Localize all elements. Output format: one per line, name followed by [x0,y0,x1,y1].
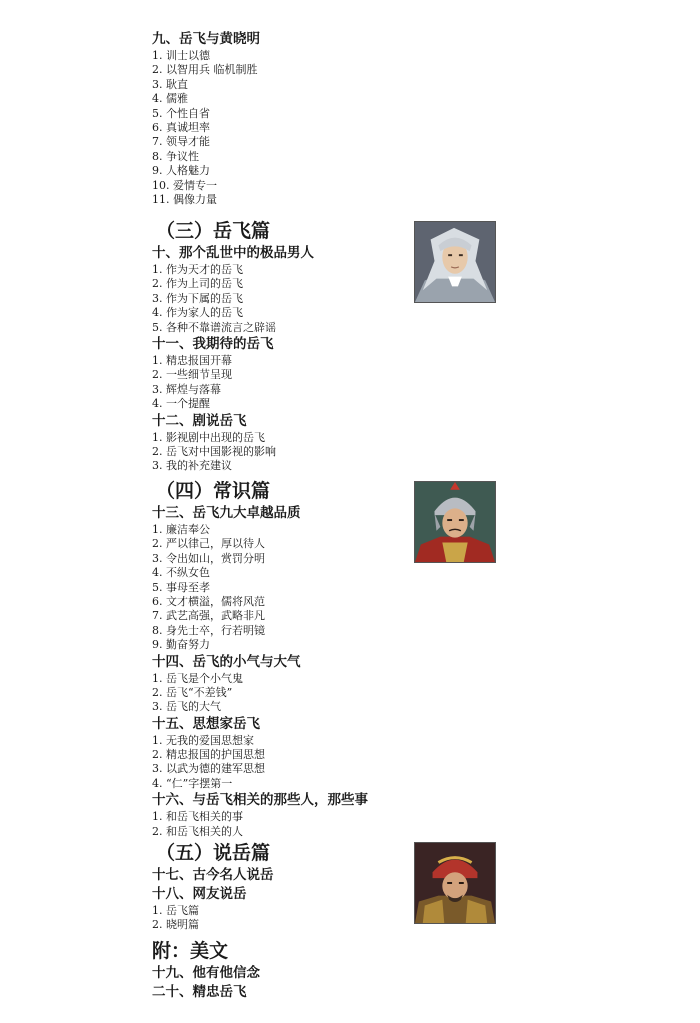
list-item: 3. 令出如山，赏罚分明 [152,551,265,565]
section-title: 二十、精忠岳飞 [152,984,247,1000]
list-item: 7. 领导才能 [152,135,210,149]
list-item: 1. 和岳飞相关的事 [152,810,243,824]
section-title: 十二、剧说岳飞 [152,412,247,429]
part-4 [152,478,402,839]
part-5 [152,840,402,933]
section-title: 十、那个乱世中的极品男人 [152,245,314,261]
list-item: 4. 儒雅 [152,92,188,106]
list-item: 4. “仁”字摆第一 [152,776,233,790]
appendix [152,938,402,1002]
item-list [152,672,402,715]
section-title: 十八、网友说岳 [152,886,247,902]
section-title: 十五、思想家岳飞 [152,715,260,732]
item-list [152,523,402,653]
section-title: 十三、岳飞九大卓越品质 [152,505,301,521]
list-item: 2. 严以律己，厚以待人 [152,537,265,551]
list-item: 2. 岳飞对中国影视的影响 [152,444,276,458]
list-item: 6. 文才横溢，儒将风范 [152,594,265,608]
list-item: 1. 训士以德 [152,49,210,62]
list-item: 2. 晓明篇 [152,918,199,932]
list-item: 3. 岳飞的大气 [152,700,221,714]
list-item: 2. 以智用兵 临机制胜 [152,63,258,77]
list-item: 4. 作为家人的岳飞 [152,306,243,320]
warrior-portrait-2-image [415,482,495,562]
list-item: 3. 我的补充建议 [152,459,232,473]
list-item: 8. 身先士卒，行若明镜 [152,623,265,637]
list-item: 2. 岳飞“不差钱” [152,685,233,699]
item-list [152,263,402,335]
list-item: 1. 精忠报国开幕 [152,353,232,367]
warrior-portrait-3-image [415,843,495,923]
list-item: 4. 一个提醒 [152,397,210,411]
list-item: 6. 真诚坦率 [152,120,210,134]
section-title: 九、岳飞与黄晓明 [152,31,260,47]
list-item: 2. 和岳飞相关的人 [152,824,243,838]
section-9 [152,30,402,207]
list-item: 2. 作为上司的岳飞 [152,277,243,291]
list-item: 3. 作为下属的岳飞 [152,291,243,305]
list-item: 3. 以武为德的建军思想 [152,762,265,776]
item-list [152,734,402,792]
warrior-portrait-1-image [415,222,495,302]
section-title: 十四、岳飞的小气与大气 [152,653,301,670]
list-item: 3. 辉煌与落幕 [152,382,221,396]
section-title: 十一、我期待的岳飞 [152,335,274,352]
list-item: 8. 争议性 [152,149,199,163]
item-list [152,354,402,412]
list-item: 3. 耿直 [152,77,188,91]
list-item: 1. 影视剧中出现的岳飞 [152,430,265,444]
list-item: 1. 廉洁奉公 [152,523,210,536]
list-item: 1. 作为天才的岳飞 [152,263,243,276]
list-item: 2. 一些细节呈现 [152,368,232,382]
section-title: 十七、古今名人说岳 [152,867,274,883]
part-3 [152,218,402,474]
list-item: 7. 武艺高强，武略非凡 [152,609,265,623]
item-list [152,431,402,474]
list-item: 9. 人格魅力 [152,164,210,178]
part-title: （三）岳飞篇 [156,220,271,242]
list-item: 2. 精忠报国的护国思想 [152,748,265,762]
item-list [152,49,402,207]
list-item: 5. 各种不靠谱流言之辟谣 [152,320,276,334]
item-list [152,904,402,933]
list-item: 10. 爱情专一 [152,178,217,192]
warrior-portrait-2 [414,481,496,563]
list-item: 4. 不纵女色 [152,566,210,580]
section-title: 十九、他有他信念 [152,965,260,981]
list-item: 11. 偶像力量 [152,192,217,206]
list-item: 1. 岳飞是个小气鬼 [152,671,243,685]
list-item: 5. 个性自省 [152,106,210,120]
section-title: 十六、与岳飞相关的那些人，那些事 [152,792,368,809]
warrior-portrait-1 [414,221,496,303]
part-title: （五）说岳篇 [156,842,271,864]
part-title: （四）常识篇 [156,480,271,502]
list-item: 1. 岳飞篇 [152,904,199,917]
list-item: 5. 事母至孝 [152,580,210,594]
list-item: 9. 勤奋努力 [152,638,210,652]
warrior-portrait-3 [414,842,496,924]
list-item: 1. 无我的爱国思想家 [152,733,254,747]
appendix-title: 附：美文 [152,940,229,962]
item-list [152,810,402,839]
